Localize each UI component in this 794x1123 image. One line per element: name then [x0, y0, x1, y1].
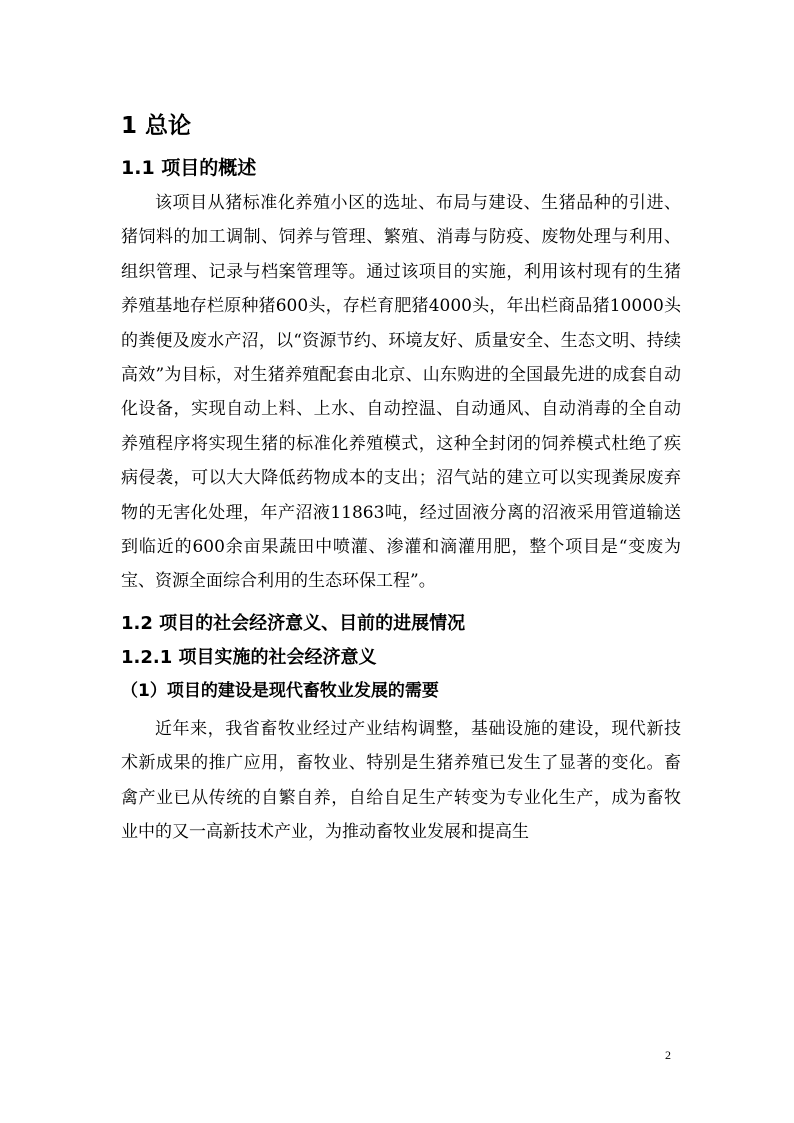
development-paragraph: 近年来，我省畜牧业经过产业结构调整，基础设施的建设，现代新技术新成果的推广应用，畜牧业、特别是生猪养殖已发生了显著的变化。畜禽产业已从传统的自繁自养，自给自足生产转变为专业化生产，成为畜牧业中的又一高新技术产业，为推动畜牧业发展和提高生: [121, 718, 681, 843]
subsection-heading-1-2-1: 1.2.1 项目实施的社会经济意义: [121, 646, 377, 668]
section-heading-1-1: 1.1 项目的概述: [121, 157, 257, 179]
overview-paragraph: 该项目从猪标准化养殖小区的选址、布局与建设、生猪品种的引进、猪饲料的加工调制、饲养与管理、繁殖、消毒与防疫、废物处理与利用、组织管理、记录与档案管理等。通过该项目的实施，利用该村现有的生猪养殖基地存栏原种猪600头，存栏育肥猪4000头，年出栏商品猪10000头的粪便及废水产沼，以“资源节约、环境友好、质量安全、生态文明、持续高效”为目标，对生猪养殖配套由北京、山东购进的全国最先进的成套自动化设备，实现自动上料、上水、自动控温、自动通风、自动消毒的全自动养殖程序将实现生猪的标准化养殖模式，这种全封闭的饲养模式杜绝了疾病侵袭，可以大大降低药物成本的支出；沼气站的建立可以实现粪尿废弃物的无害化处理，年产沼液11863吨，经过固液分离的沼液采用管道输送到临近的600余亩果蔬田中喷灌、渗灌和滴灌用肥，整个项目是“变废为宝、资源全面综合利用的生态环保工程”。: [121, 193, 681, 592]
chapter-heading: 1 总论: [121, 113, 192, 139]
section-heading-1-2: 1.2 项目的社会经济意义、目前的进展情况: [121, 612, 466, 634]
page-content: [121, 108, 681, 850]
page-number: 2: [665, 1048, 671, 1062]
item-heading-1: （1）项目的建设是现代畜牧业发展的需要: [121, 680, 439, 701]
